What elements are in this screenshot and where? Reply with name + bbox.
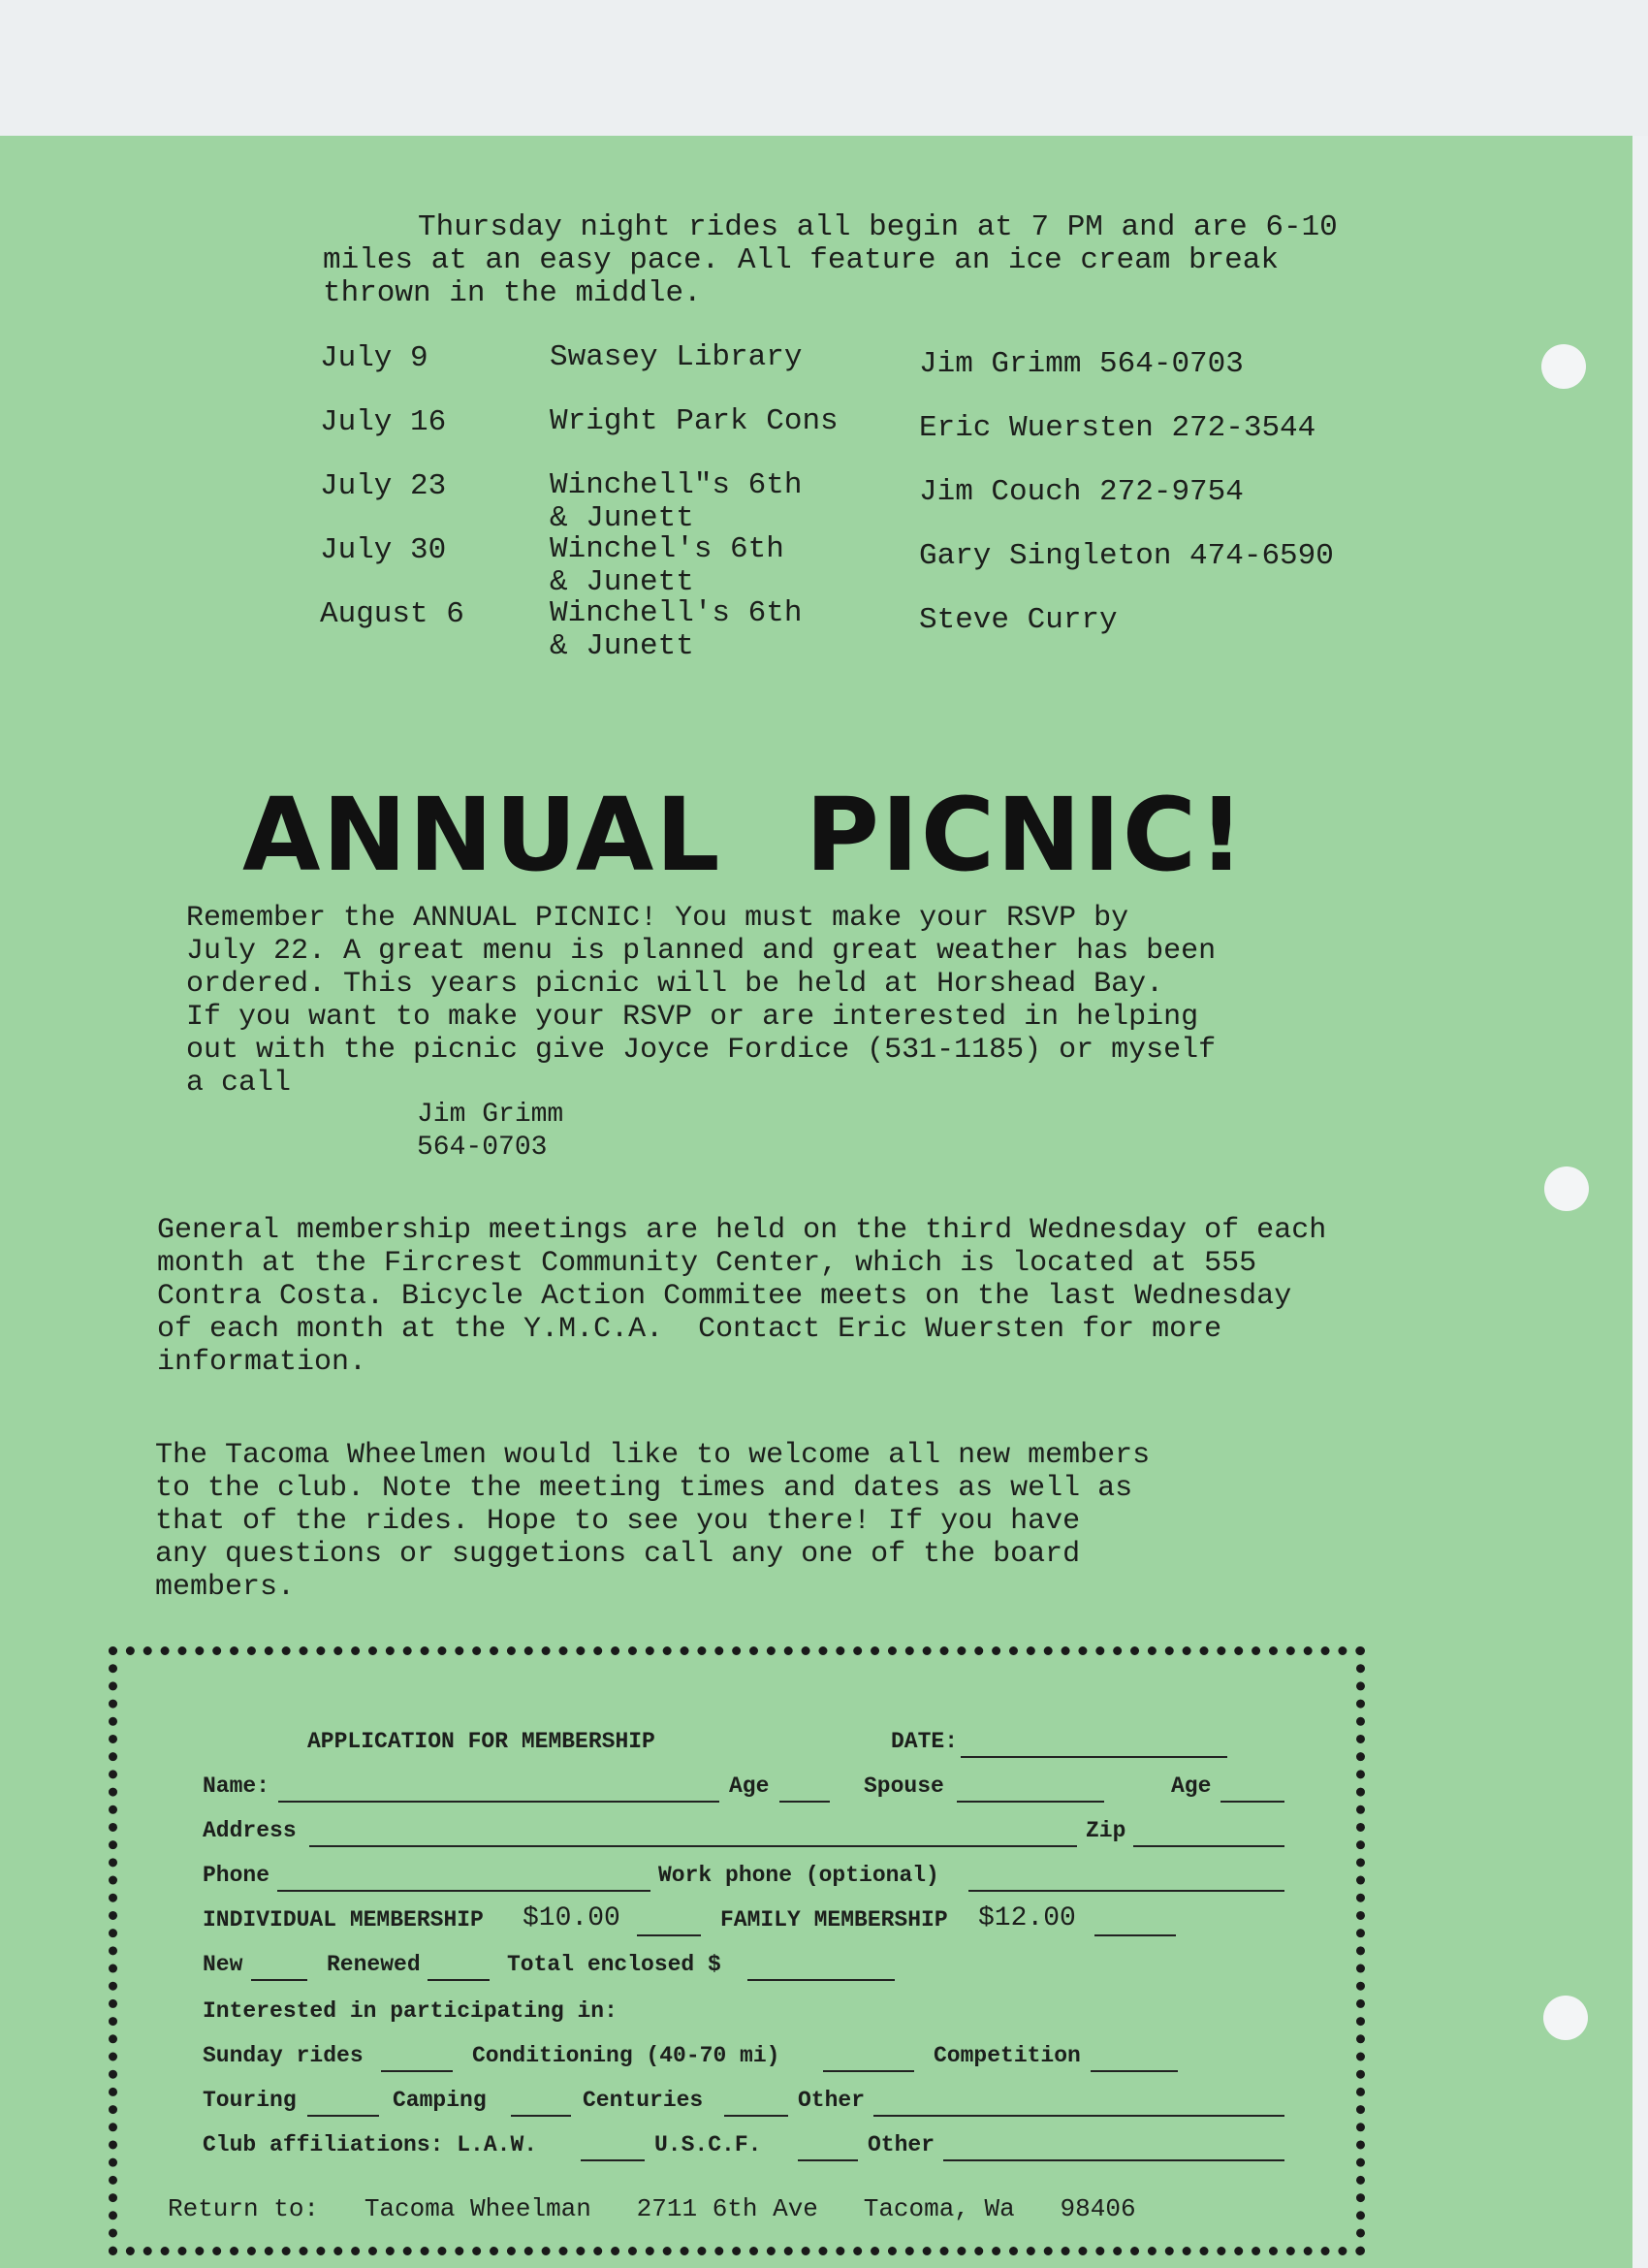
club-affiliations-label: Club affiliations: L.A.W. [203, 2132, 538, 2157]
law-field[interactable] [581, 2159, 645, 2161]
ride-contact: Steve Curry [919, 603, 1118, 637]
punch-hole-middle [1544, 1166, 1589, 1211]
camping-label: Camping [393, 2088, 487, 2113]
schedule-row [320, 341, 1483, 407]
uscf-field[interactable] [798, 2159, 858, 2161]
other-field[interactable] [873, 2115, 1284, 2117]
touring-label: Touring [203, 2088, 297, 2113]
schedule-row [320, 469, 1483, 535]
schedule-row [320, 597, 1483, 663]
meetings-paragraph [157, 1214, 1326, 1379]
conditioning-label: Conditioning (40-70 mi) [472, 2043, 780, 2068]
age-label: Age [729, 1773, 770, 1799]
membership-application-form [109, 1646, 1365, 2255]
phone-field[interactable] [277, 1890, 650, 1892]
ride-date: August 6 [320, 597, 464, 631]
ride-date: July 30 [320, 533, 447, 567]
renewed-field[interactable] [428, 1979, 490, 1981]
ride-contact: Jim Grimm 564-0703 [919, 347, 1244, 381]
meetings-line: of each month at the Y.M.C.A. Contact Eric Wuersten for more [157, 1313, 1222, 1346]
ride-place: Wright Park Cons [550, 404, 839, 438]
punch-hole-bottom [1543, 1996, 1588, 2040]
centuries-label: Centuries [583, 2088, 704, 2113]
meetings-line: Contra Costa. Bicycle Action Commitee meets on the last Wednesday [157, 1280, 1292, 1313]
ride-place: Winchell's 6th & Junett [550, 596, 803, 663]
zip-label: Zip [1086, 1818, 1126, 1843]
punch-hole-top [1541, 344, 1586, 389]
meetings-line: information. [157, 1346, 367, 1379]
signature-name: Jim Grimm [417, 1100, 564, 1130]
individual-price: $10.00 [523, 1903, 620, 1933]
return-address: Return to: Tacoma Wheelman 2711 6th Ave Tacoma, Wa 98406 [168, 2194, 1136, 2223]
schedule-row [320, 405, 1483, 471]
work-phone-field[interactable] [968, 1890, 1284, 1892]
schedule-row [320, 533, 1483, 599]
centuries-field[interactable] [724, 2115, 788, 2117]
picnic-line: July 22. A great menu is planned and great weather has been [186, 935, 1217, 968]
name-field[interactable] [278, 1801, 719, 1803]
phone-label: Phone [203, 1863, 270, 1888]
spouse-label: Spouse [864, 1773, 944, 1799]
meetings-line: General membership meetings are held on the third Wednesday of each [157, 1214, 1327, 1247]
rides-intro [323, 211, 1338, 310]
picnic-line: out with the picnic give Joyce Fordice (531-1185) or myself [186, 1034, 1217, 1067]
total-enclosed-label: Total enclosed $ [507, 1952, 721, 1977]
welcome-line: to the club. Note the meeting times and dates as well as [155, 1472, 1133, 1505]
signature-phone: 564-0703 [417, 1133, 548, 1163]
spouse-field[interactable] [957, 1801, 1104, 1803]
family-membership-label: FAMILY MEMBERSHIP [720, 1907, 948, 1933]
scan-background [0, 0, 1648, 136]
welcome-line: any questions or suggetions call any one of the board [155, 1538, 1081, 1571]
other-label: Other [798, 2088, 866, 2113]
form-title: APPLICATION FOR MEMBERSHIP [307, 1729, 655, 1754]
touring-field[interactable] [307, 2115, 379, 2117]
intro-line: Thursday night rides all begin at 7 PM and are 6-10 [418, 210, 1338, 244]
annual-picnic-headline: ANNUAL PICNIC! [242, 776, 1247, 894]
picnic-line: a call [186, 1067, 292, 1100]
camping-field[interactable] [511, 2115, 571, 2117]
address-label: Address [203, 1818, 297, 1843]
sunday-rides-field[interactable] [381, 2070, 453, 2072]
ride-contact: Jim Couch 272-9754 [919, 475, 1244, 509]
ride-place: Swasey Library [550, 340, 803, 374]
sunday-rides-label: Sunday rides [203, 2043, 364, 2068]
spouse-age-field[interactable] [1220, 1801, 1284, 1803]
uscf-label: U.S.C.F. [654, 2132, 762, 2157]
total-enclosed-field[interactable] [747, 1979, 895, 1981]
zip-field[interactable] [1133, 1845, 1284, 1847]
intro-line: miles at an easy pace. All feature an ice cream break [323, 243, 1279, 277]
competition-field[interactable] [1091, 2070, 1178, 2072]
picnic-paragraph [186, 902, 1216, 1100]
picnic-line: Remember the ANNUAL PICNIC! You must make your RSVP by [186, 902, 1129, 935]
ride-schedule [320, 341, 1483, 671]
welcome-line: that of the rides. Hope to see you there! If you have [155, 1505, 1081, 1538]
age-field[interactable] [779, 1801, 830, 1803]
ride-contact: Gary Singleton 474-6590 [919, 539, 1334, 573]
ride-contact: Eric Wuersten 272-3544 [919, 411, 1316, 445]
new-field[interactable] [251, 1979, 307, 1981]
ride-place: Winchel's 6th & Junett [550, 532, 784, 599]
welcome-paragraph [155, 1439, 1150, 1604]
ride-date: July 16 [320, 405, 447, 439]
intro-line: thrown in the middle. [323, 276, 702, 310]
ride-place: Winchell"s 6th & Junett [550, 468, 803, 535]
welcome-line: members. [155, 1571, 296, 1604]
new-label: New [203, 1952, 243, 1977]
individual-membership-label: INDIVIDUAL MEMBERSHIP [203, 1907, 484, 1933]
family-price: $12.00 [978, 1903, 1076, 1933]
family-field[interactable] [1094, 1934, 1176, 1936]
meetings-line: month at the Fircrest Community Center, which is located at 555 [157, 1247, 1257, 1280]
date-field[interactable] [961, 1756, 1227, 1758]
individual-field[interactable] [637, 1934, 701, 1936]
conditioning-field[interactable] [823, 2070, 914, 2072]
name-label: Name: [203, 1773, 270, 1799]
other-affiliation-label: Other [868, 2132, 935, 2157]
spouse-age-label: Age [1171, 1773, 1212, 1799]
interested-label: Interested in participating in: [203, 1998, 618, 2024]
competition-label: Competition [934, 2043, 1081, 2068]
picnic-line: ordered. This years picnic will be held at Horshead Bay. [186, 968, 1164, 1001]
work-phone-label: Work phone (optional) [658, 1863, 939, 1888]
welcome-line: The Tacoma Wheelmen would like to welcome all new members [155, 1439, 1151, 1472]
address-field[interactable] [309, 1845, 1077, 1847]
ride-date: July 23 [320, 469, 447, 503]
ride-date: July 9 [320, 341, 428, 375]
renewed-label: Renewed [327, 1952, 421, 1977]
date-label: DATE: [891, 1729, 959, 1754]
other-affiliation-field[interactable] [943, 2159, 1284, 2161]
picnic-line: If you want to make your RSVP or are interested in helping [186, 1001, 1199, 1034]
